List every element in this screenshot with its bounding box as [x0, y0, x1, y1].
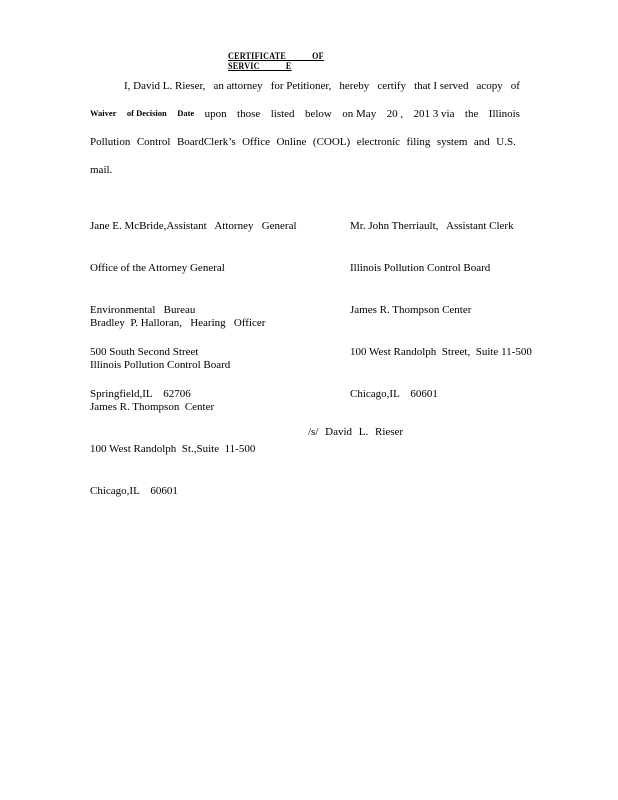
body-line-3	[90, 136, 516, 148]
body-line-1	[90, 80, 520, 92]
recipient-line: Chicago,IL 60601	[90, 485, 178, 497]
body-word: and	[473, 136, 490, 148]
body-word: Office	[242, 136, 270, 148]
body-word: filing	[406, 136, 431, 148]
body-word: Illinois	[488, 108, 520, 120]
recipient-line: 100 West Randolph St.,Suite 11-500	[90, 443, 256, 455]
body-word: below	[304, 108, 332, 120]
body-word: certify	[377, 80, 407, 92]
document-title-word: Date	[177, 108, 195, 118]
body-word: BoardClerk’s	[176, 136, 236, 148]
body-word: of	[510, 80, 520, 92]
body-word: an attorney	[213, 80, 263, 92]
recipient-line: 500 South Second Street	[90, 346, 199, 358]
recipient-line: Mr. John Therriault, Assistant Clerk	[350, 220, 514, 232]
body-word: those	[237, 108, 261, 120]
body-line-4	[90, 164, 112, 176]
recipient-line: Illinois Pollution Control Board	[90, 359, 231, 371]
body-word: for Petitioner,	[270, 80, 332, 92]
recipient-line: Bradley P. Halloran, Hearing Officer	[90, 317, 266, 329]
recipient-line: Jane E. McBride,Assistant Attorney General	[90, 220, 297, 232]
page-title: CERTIFICATE OF SERVIC E	[228, 52, 324, 72]
recipient-block-3	[90, 288, 265, 526]
recipient-line: James R. Thompson Center	[350, 304, 472, 316]
recipient-line: Office of the Attorney General	[90, 262, 225, 274]
body-word: (COOL)	[312, 136, 351, 148]
body-word: acopy	[476, 80, 503, 92]
body-word: mail.	[90, 164, 113, 176]
signature: /s/ David L. Rieser	[308, 426, 404, 438]
recipient-line: James R. Thompson Center	[90, 401, 215, 413]
body-word: upon	[204, 108, 227, 120]
recipient-line: Chicago,IL 60601	[350, 388, 438, 400]
body-word: Control	[136, 136, 171, 148]
recipient-line: Illinois Pollution Control Board	[350, 262, 491, 274]
body-word: on May	[342, 108, 377, 120]
body-word: U.S.	[496, 136, 516, 148]
body-word: system	[436, 136, 468, 148]
body-word: Online	[276, 136, 307, 148]
body-word: Pollution	[90, 136, 131, 148]
recipient-line: Environmental Bureau	[90, 304, 196, 316]
body-word: electronic	[356, 136, 401, 148]
body-line-2	[90, 108, 520, 120]
document-title-word: of Decision	[126, 108, 167, 118]
recipient-line: Springfield,IL 62706	[90, 388, 191, 400]
recipient-line: 100 West Randolph Street, Suite 11-500	[350, 346, 532, 358]
body-word: listed	[270, 108, 295, 120]
body-word: 201 3 via	[413, 108, 455, 120]
body-word: 20 ,	[386, 108, 404, 120]
body-word: I, David L. Rieser,	[124, 80, 206, 92]
body-word: hereby	[339, 80, 370, 92]
recipient-block-2	[350, 191, 532, 429]
body-word: the	[464, 108, 479, 120]
body-word: that I served	[414, 80, 469, 92]
document-title-word: Waiver	[90, 108, 117, 118]
